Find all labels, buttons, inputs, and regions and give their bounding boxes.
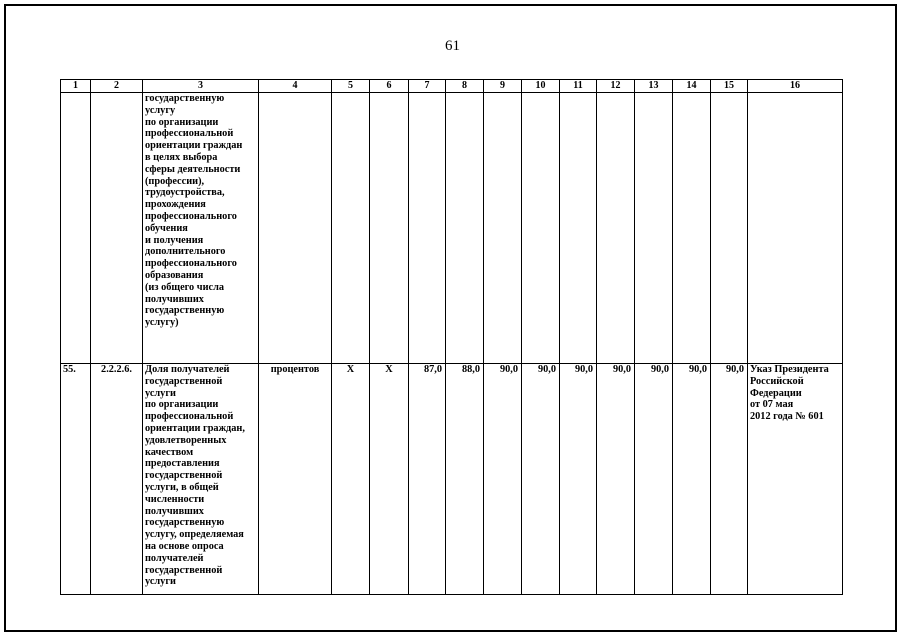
cell-col13 xyxy=(635,93,673,364)
column-header: 4 xyxy=(259,80,332,93)
cell-unit: процентов xyxy=(259,364,332,595)
column-header: 7 xyxy=(409,80,446,93)
column-header: 3 xyxy=(143,80,259,93)
cell-code: 2.2.2.6. xyxy=(91,364,143,595)
cell-col6: Х xyxy=(370,364,409,595)
table-row xyxy=(61,93,843,364)
cell-col15: 90,0 xyxy=(711,364,748,595)
cell-col5 xyxy=(332,93,370,364)
column-header: 10 xyxy=(522,80,560,93)
cell-col9 xyxy=(484,93,522,364)
cell-col5: Х xyxy=(332,364,370,595)
cell-col14: 90,0 xyxy=(673,364,711,595)
header-row xyxy=(61,80,843,93)
column-header: 13 xyxy=(635,80,673,93)
cell-col14 xyxy=(673,93,711,364)
column-header: 14 xyxy=(673,80,711,93)
cell-col12: 90,0 xyxy=(597,364,635,595)
cell-description: Доля получателей государственной услуги по организации профессиональной ориентации граждан, удовлетворенных качеством предоставления государственной услуги, в общей численности получивших государственную услугу, определяемая на основе опроса получателей государственной услуги xyxy=(143,364,259,595)
cell-number: 55. xyxy=(61,364,91,595)
cell-description: государственную услугу по организации профессиональной ориентации граждан в целях выбора сферы деятельности (профессии), трудоустройства, прохождения профессионального обучения и получения дополнительного профессионального образования (из общего числа получивших государственную услугу) xyxy=(143,93,259,364)
column-header: 8 xyxy=(446,80,484,93)
column-header: 2 xyxy=(91,80,143,93)
cell-col13: 90,0 xyxy=(635,364,673,595)
cell-col8: 88,0 xyxy=(446,364,484,595)
column-header: 1 xyxy=(61,80,91,93)
cell-col7 xyxy=(409,93,446,364)
table-row xyxy=(61,364,843,595)
cell-col15 xyxy=(711,93,748,364)
column-header: 11 xyxy=(560,80,597,93)
cell-col8 xyxy=(446,93,484,364)
cell-col9: 90,0 xyxy=(484,364,522,595)
cell-number xyxy=(61,93,91,364)
page-number: 61 xyxy=(445,38,460,54)
cell-col11: 90,0 xyxy=(560,364,597,595)
cell-basis xyxy=(748,93,843,364)
cell-col10 xyxy=(522,93,560,364)
indicator-table xyxy=(60,79,843,595)
cell-col11 xyxy=(560,93,597,364)
column-header: 15 xyxy=(711,80,748,93)
cell-basis: Указ Президента Российской Федерации от 07 мая 2012 года № 601 xyxy=(748,364,843,595)
column-header: 5 xyxy=(332,80,370,93)
column-header: 12 xyxy=(597,80,635,93)
column-header: 6 xyxy=(370,80,409,93)
cell-col7: 87,0 xyxy=(409,364,446,595)
column-header: 16 xyxy=(748,80,843,93)
cell-code xyxy=(91,93,143,364)
cell-col12 xyxy=(597,93,635,364)
cell-unit xyxy=(259,93,332,364)
cell-col10: 90,0 xyxy=(522,364,560,595)
cell-col6 xyxy=(370,93,409,364)
column-header: 9 xyxy=(484,80,522,93)
